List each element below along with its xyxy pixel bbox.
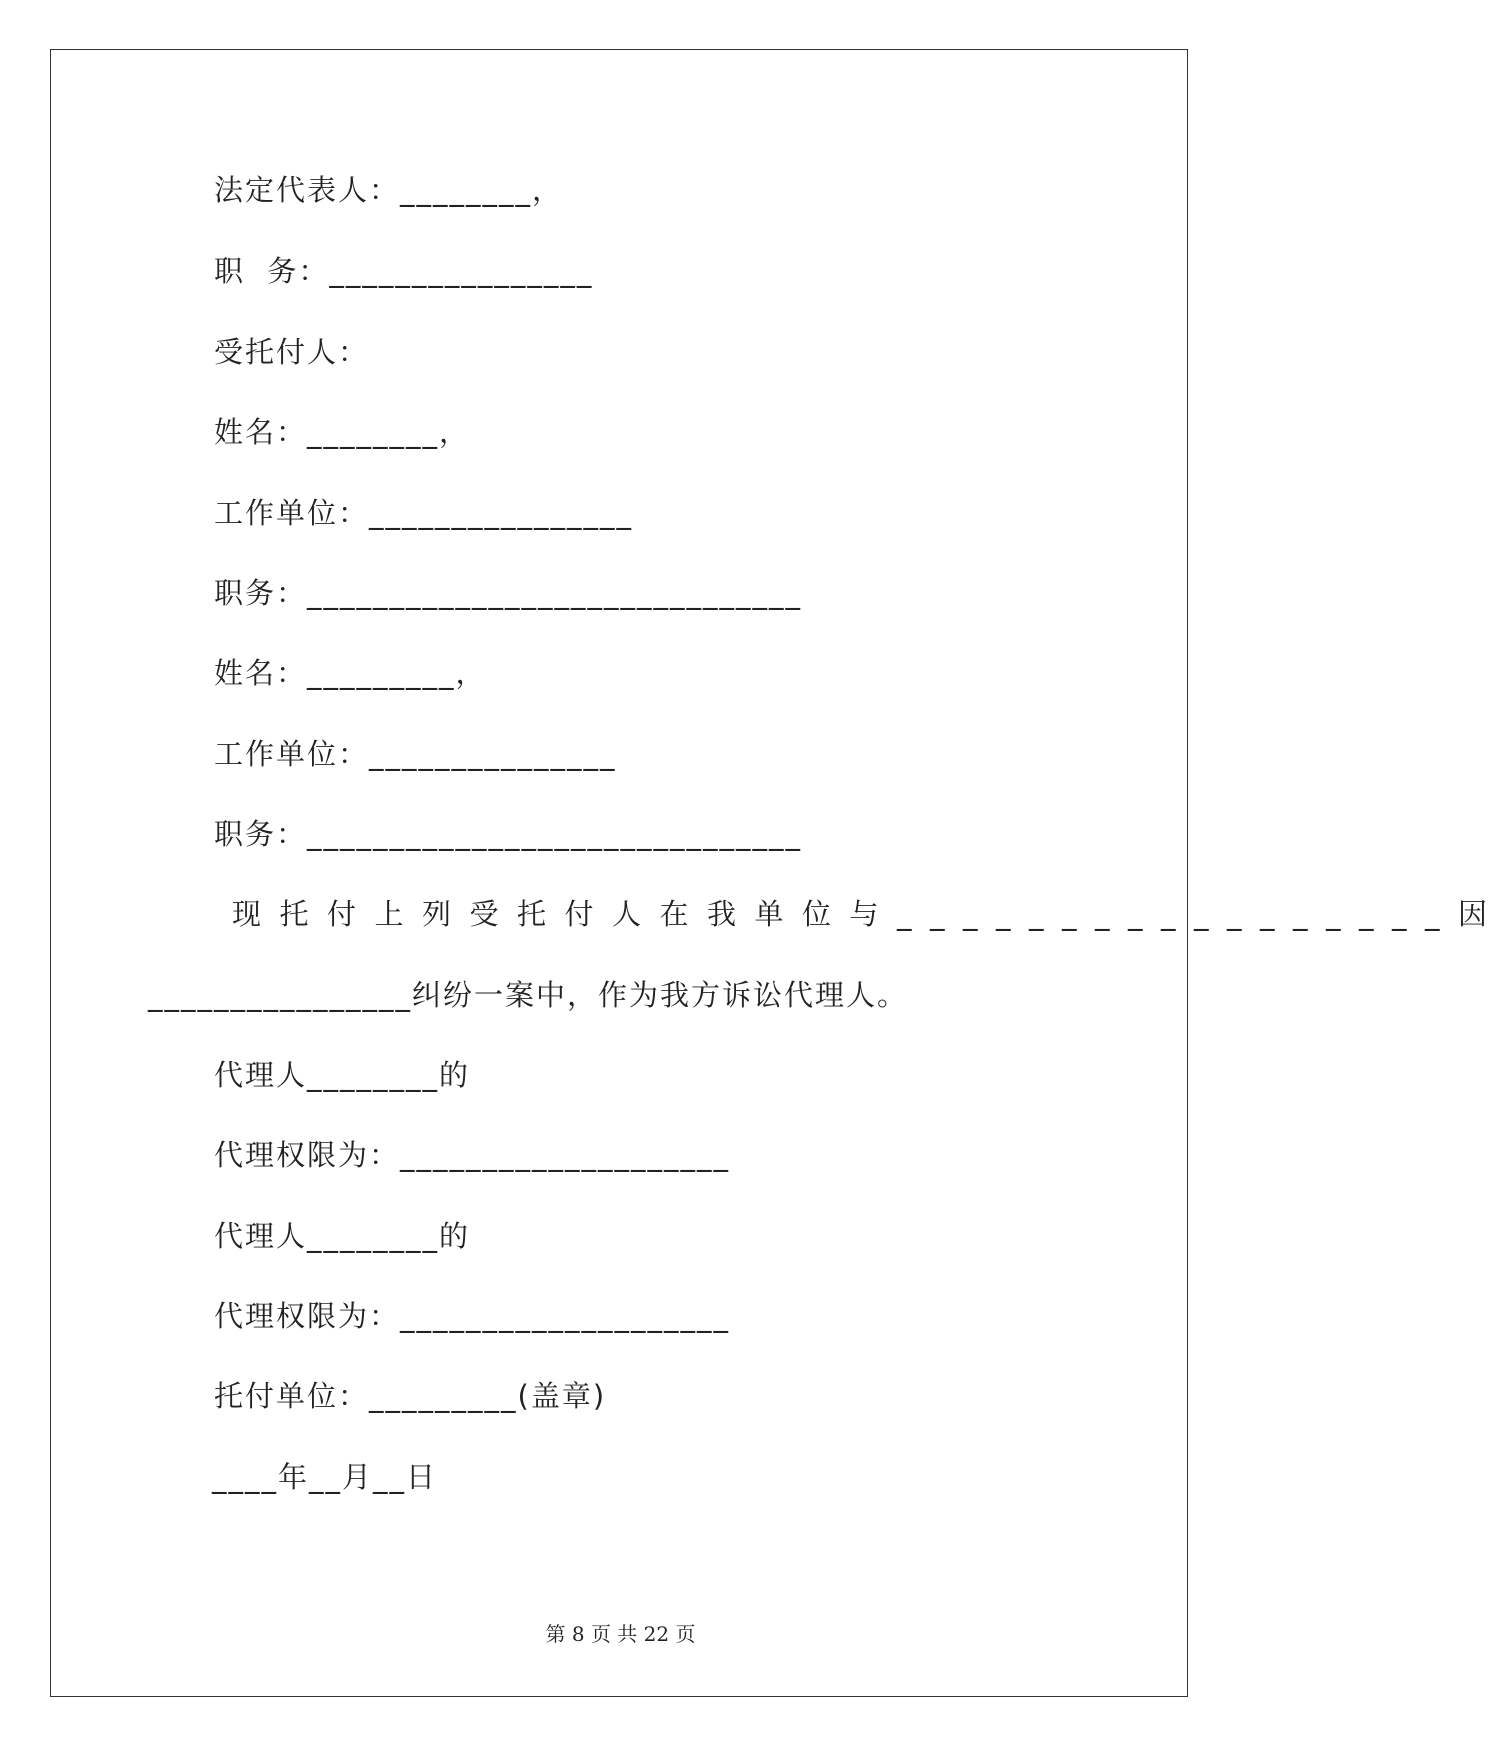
legal-representative-line: 法定代表人：________， [214, 173, 564, 207]
agent-line-2: 代理人________的 [214, 1219, 471, 1253]
position-line: 职 务：________________ [214, 254, 594, 288]
position-line-2: 职务：______________________________ [214, 817, 803, 851]
work-unit-line-2: 工作单位：_______________ [214, 737, 617, 771]
position-line-1: 职务：______________________________ [214, 576, 803, 610]
entrustment-paragraph-line-2: ________________纠纷一案中，作为我方诉讼代理人。 [148, 978, 909, 1012]
entrustment-paragraph-line-1: 现托付上列受托付人在我单位与_________________因 [232, 897, 1506, 931]
agency-scope-line-2: 代理权限为：____________________ [214, 1299, 731, 1333]
agency-scope-line-1: 代理权限为：____________________ [214, 1138, 731, 1172]
page-border [50, 49, 1188, 1697]
agent-line-1: 代理人________的 [214, 1058, 471, 1092]
entrusting-unit-seal-line: 托付单位：_________(盖章) [214, 1379, 607, 1413]
entrusted-persons-heading: 受托付人： [214, 335, 370, 369]
date-line: ____年__月__日 [212, 1460, 438, 1494]
page-number-footer: 第 8 页 共 22 页 [545, 1622, 696, 1646]
work-unit-line-1: 工作单位：________________ [214, 496, 634, 530]
name-line-1: 姓名：________， [214, 415, 471, 449]
name-line-2: 姓名：_________， [214, 656, 487, 690]
